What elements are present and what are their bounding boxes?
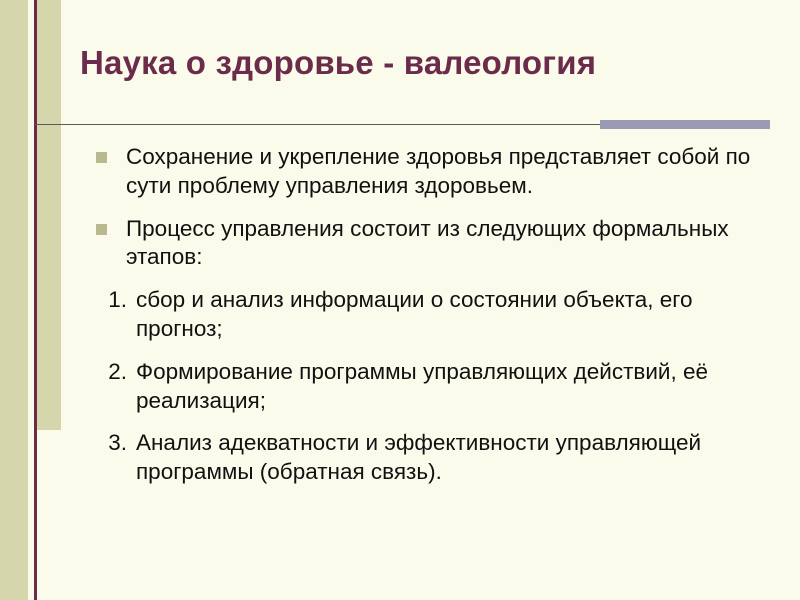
list-item-text: Формирование программы управляющих действий, её реализация; — [136, 358, 709, 413]
list-item-text: Процесс управления состоит из следующих формальных этапов: — [126, 215, 729, 270]
list-item-marker: 3. — [108, 430, 127, 456]
left-accent-block-bottom — [37, 433, 61, 600]
square-bullet-icon — [96, 224, 107, 235]
list-item — [84, 358, 784, 416]
list-item-marker: 1. — [108, 287, 127, 313]
left-accent-block-top — [37, 0, 61, 430]
list-item — [84, 215, 784, 273]
square-bullet-icon — [96, 152, 107, 163]
list-item-marker: 2. — [108, 358, 127, 384]
slide-body — [84, 143, 784, 501]
list-item — [84, 143, 784, 201]
list-item-text: сбор и анализ информации о состоянии объекта, его прогноз; — [136, 287, 693, 341]
title-divider-accent — [600, 120, 770, 129]
list-item — [84, 286, 784, 344]
slide-title: Наука о здоровье - валеология — [80, 44, 597, 81]
left-decorative-band — [0, 0, 28, 600]
list-item-text: Сохранение и укрепление здоровья представляет собой по сути проблему управления здоровьем. — [126, 144, 751, 198]
list-item-text: Анализ адекватности и эффективности управляющей программы (обратная связь). — [136, 430, 702, 485]
list-item — [84, 429, 784, 487]
